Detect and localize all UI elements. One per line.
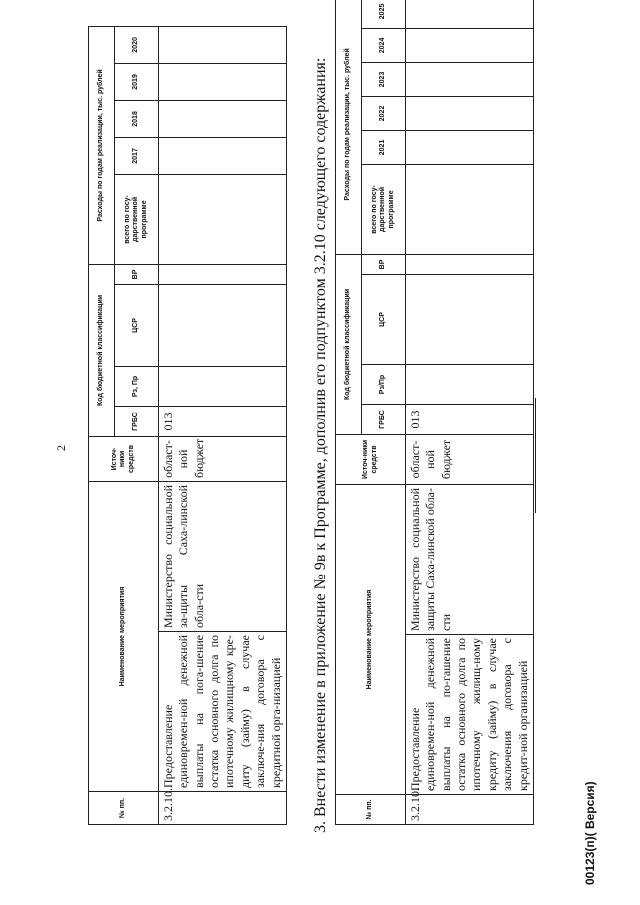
header-csr: ЦСР bbox=[115, 284, 159, 366]
header-year: 2022 bbox=[362, 96, 406, 130]
instruction-text: 3. Внести изменение в приложение № 9в к Программе, дополнив его подпунктом 3.2.10 следующего содержания: bbox=[312, 57, 329, 833]
row-source: област-ной бюджет bbox=[406, 434, 534, 484]
header-vr: ВР bbox=[115, 264, 159, 284]
header-year: 2017 bbox=[115, 137, 159, 174]
header-total: всего по госу-дарственной программе bbox=[362, 164, 406, 254]
row-grbs: 013 bbox=[406, 404, 534, 434]
header-year: 2024 bbox=[362, 28, 406, 62]
header-year: 2019 bbox=[115, 63, 159, 100]
row-year-cell bbox=[406, 0, 534, 28]
row-total bbox=[159, 174, 287, 264]
row-year-cell bbox=[159, 137, 287, 174]
header-grbs: ГРБС bbox=[362, 404, 406, 434]
row-name: Предоставление единовремен-ной денежной выплаты на по-гашение остатка основного долга по ипотечному жилищ-ному кредиту (займу) в случае заключения договора с кредит-ной организацией bbox=[406, 635, 534, 795]
row-executor: Министерство социальной за-щиты Саха-линской обла-сти bbox=[159, 481, 287, 631]
closing-separator bbox=[535, 398, 536, 513]
row-year-cell bbox=[406, 130, 534, 164]
header-name: Наименование мероприятия bbox=[336, 484, 406, 794]
header-csr: ЦСР bbox=[362, 274, 406, 364]
row-name: Предоставление единовремен-ной денежной выплаты на пога-шение остатка основного долга по ипотечному жилищному кре-диту (займу) в случае заключе-ния договора с кредитной орга-низацией bbox=[159, 632, 287, 792]
header-budget-code: Код бюджетной классификации bbox=[336, 254, 362, 434]
footer-code: 00123(п)( Версия) bbox=[583, 781, 597, 885]
row-year-cell bbox=[406, 62, 534, 96]
header-rz-pr: Рз, Пр bbox=[115, 366, 159, 406]
table-2 bbox=[335, 0, 534, 825]
row-year-cell bbox=[159, 63, 287, 100]
row-vr bbox=[406, 254, 534, 274]
row-vr bbox=[159, 264, 287, 284]
row-source: област-ной бюджет bbox=[159, 436, 287, 481]
header-source: Источ-ники средств bbox=[89, 436, 159, 481]
table-1 bbox=[88, 26, 287, 825]
row-num: 3.2.10. bbox=[406, 795, 534, 825]
row-csr bbox=[406, 274, 534, 364]
header-year: 2025 bbox=[362, 0, 406, 28]
header-year: 2020 bbox=[115, 26, 159, 63]
row-year-cell bbox=[159, 100, 287, 137]
header-year: 2018 bbox=[115, 100, 159, 137]
table-row bbox=[159, 26, 287, 824]
row-executor: Министерство социальной защиты Саха-линской обла-сти bbox=[406, 484, 534, 634]
table-row bbox=[406, 0, 534, 825]
header-rz-pr: Рз/Пр bbox=[362, 364, 406, 404]
header-num: № пп. bbox=[89, 792, 159, 825]
page-number: 2 bbox=[54, 445, 68, 451]
header-year: 2021 bbox=[362, 130, 406, 164]
header-vr: ВР bbox=[362, 254, 406, 274]
header-name: Наименование мероприятия bbox=[89, 481, 159, 791]
row-year-cell bbox=[406, 28, 534, 62]
row-year-cell bbox=[406, 96, 534, 130]
row-rz-pr bbox=[159, 366, 287, 406]
header-num: № пп. bbox=[336, 795, 406, 825]
row-grbs: 013 bbox=[159, 406, 287, 436]
header-total: всего по госу-дарственной программе bbox=[115, 174, 159, 264]
row-total bbox=[406, 164, 534, 254]
row-csr bbox=[159, 284, 287, 366]
row-num: 3.2.10. bbox=[159, 792, 287, 825]
header-expenses: Расходы по годам реализации, тыс. рублей bbox=[336, 0, 362, 254]
header-budget-code: Код бюджетной классификации bbox=[89, 264, 115, 436]
row-year-cell bbox=[159, 26, 287, 63]
header-expenses: Расходы по годам реализации, тыс. рублей bbox=[89, 26, 115, 264]
header-year: 2023 bbox=[362, 62, 406, 96]
header-grbs: ГРБС bbox=[115, 406, 159, 436]
row-rz-pr bbox=[406, 364, 534, 404]
header-source: Источ-ники средств bbox=[336, 434, 406, 484]
